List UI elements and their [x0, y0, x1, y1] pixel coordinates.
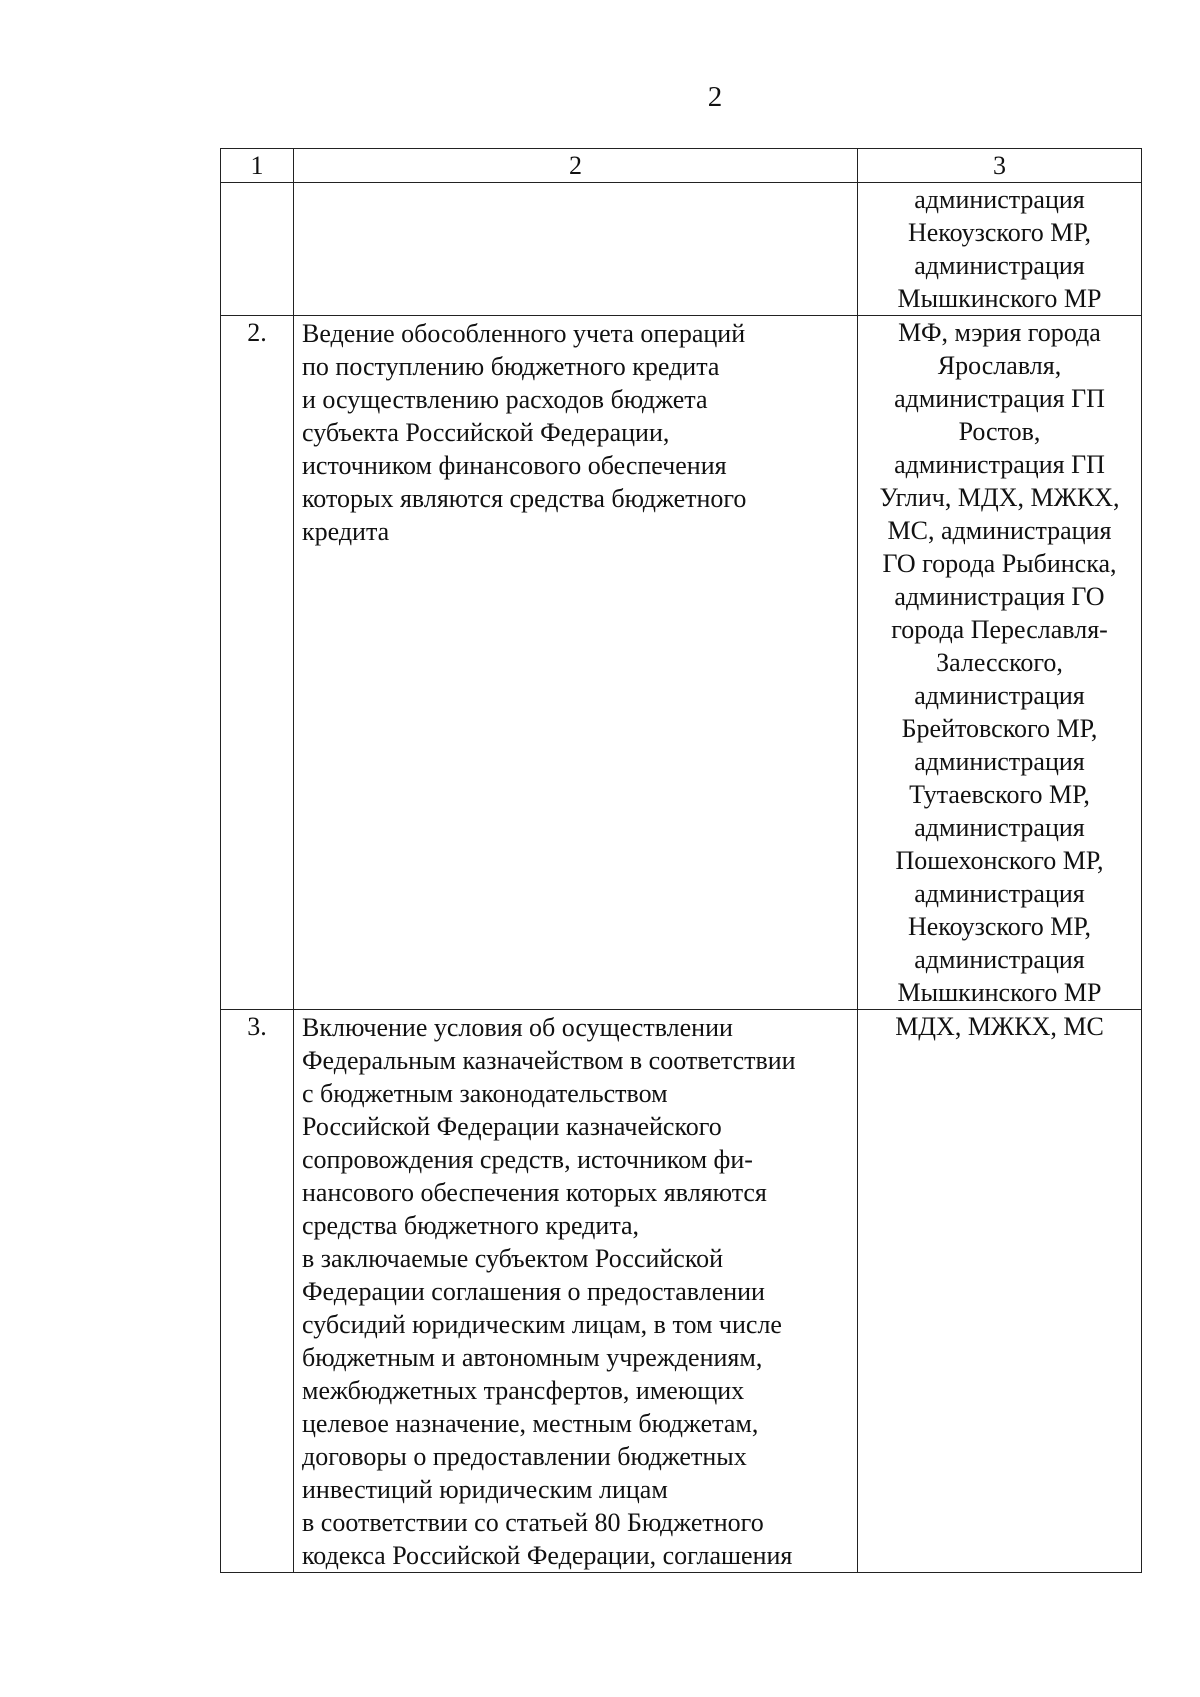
text-line: средства бюджетного кредита,	[302, 1211, 640, 1240]
text-line: в заключаемые субъектом Российской	[302, 1244, 724, 1273]
text-line: субсидий юридическим лицам, в том числе	[302, 1310, 782, 1339]
text-line: администрация ГО	[894, 582, 1105, 611]
text-line: администрация ГП	[894, 450, 1105, 479]
text-line: Ведение обособленного учета операций	[302, 319, 746, 348]
text-line: Федерации соглашения о предоставлении	[302, 1277, 765, 1306]
text-line: администрация	[914, 185, 1085, 214]
text-line: межбюджетных трансфертов, имеющих	[302, 1376, 745, 1405]
row-responsible	[858, 1010, 1142, 1573]
text-line: администрация	[914, 681, 1085, 710]
header-col-2: 2	[294, 149, 858, 183]
text-line: Включение условия об осуществлении	[302, 1013, 733, 1042]
text-line: Пошехонского МР,	[895, 846, 1104, 875]
text-line: Залесского,	[936, 648, 1063, 677]
text-line: администрация	[914, 747, 1085, 776]
text-line: Некоузского МР,	[907, 912, 1092, 941]
text-line: администрация ГП	[894, 384, 1105, 413]
text-line: бюджетным и автономным учреждениям,	[302, 1343, 763, 1372]
header-col-3: 3	[858, 149, 1142, 183]
text-line: администрация	[914, 251, 1085, 280]
text-line: администрация	[914, 945, 1085, 974]
text-line: Углич, МДХ, МЖКХ,	[879, 483, 1120, 512]
text-line: Российской Федерации казначейского	[302, 1112, 722, 1141]
row-responsible	[858, 183, 1142, 316]
row-description	[294, 1010, 858, 1573]
text-line: кодекса Российской Федерации, соглашения	[302, 1541, 793, 1570]
text-line: Ярославля,	[937, 351, 1062, 380]
text-line: целевое назначение, местным бюджетам,	[302, 1409, 759, 1438]
text-line: Мышкинского МР	[897, 284, 1102, 313]
text-line: нансового обеспечения которых являются	[302, 1178, 767, 1207]
text-line: администрация	[914, 813, 1085, 842]
text-line: Федеральным казначейством в соответствии	[302, 1046, 796, 1075]
table-row	[221, 1010, 1142, 1573]
text-line: МДХ, МЖКХ, МС	[895, 1012, 1104, 1041]
text-line: которых являются средства бюджетного	[302, 484, 747, 513]
text-line: администрация	[914, 879, 1085, 908]
text-line: МС, администрация	[887, 516, 1112, 545]
text-line: субъекта Российской Федерации,	[302, 418, 670, 447]
row-number	[221, 183, 294, 316]
page-number: 2	[707, 81, 723, 113]
row-description	[294, 183, 858, 316]
text-line: Ростов,	[958, 417, 1041, 446]
table-header-row	[221, 149, 1142, 183]
measures-table	[220, 148, 1142, 1573]
row-number: 3.	[221, 1010, 294, 1573]
text-line: с бюджетным законодательством	[302, 1079, 668, 1108]
row-responsible	[858, 316, 1142, 1010]
text-line: договоры о предоставлении бюджетных	[302, 1442, 747, 1471]
text-line: по поступлению бюджетного кредита	[302, 352, 720, 381]
text-line: Мышкинского МР	[897, 978, 1102, 1007]
text-line: ГО города Рыбинска,	[882, 549, 1117, 578]
text-line: и осуществлению расходов бюджета	[302, 385, 708, 414]
text-line: Тутаевского МР,	[909, 780, 1090, 809]
text-line: города Переславля-	[891, 615, 1108, 644]
text-line: МФ, мэрия города	[898, 318, 1101, 347]
text-line: источником финансового обеспечения	[302, 451, 727, 480]
row-description	[294, 316, 858, 1010]
text-line: в соответствии со статьей 80 Бюджетного	[302, 1508, 764, 1537]
text-line: Брейтовского МР,	[901, 714, 1098, 743]
table-row	[221, 316, 1142, 1010]
row-number: 2.	[221, 316, 294, 1010]
text-line: сопровождения средств, источником фи-	[302, 1145, 753, 1174]
text-line: Некоузского МР,	[907, 218, 1092, 247]
text-line: кредита	[302, 517, 390, 546]
text-line: инвестиций юридическим лицам	[302, 1475, 668, 1504]
header-col-1: 1	[221, 149, 294, 183]
table-row	[221, 183, 1142, 316]
